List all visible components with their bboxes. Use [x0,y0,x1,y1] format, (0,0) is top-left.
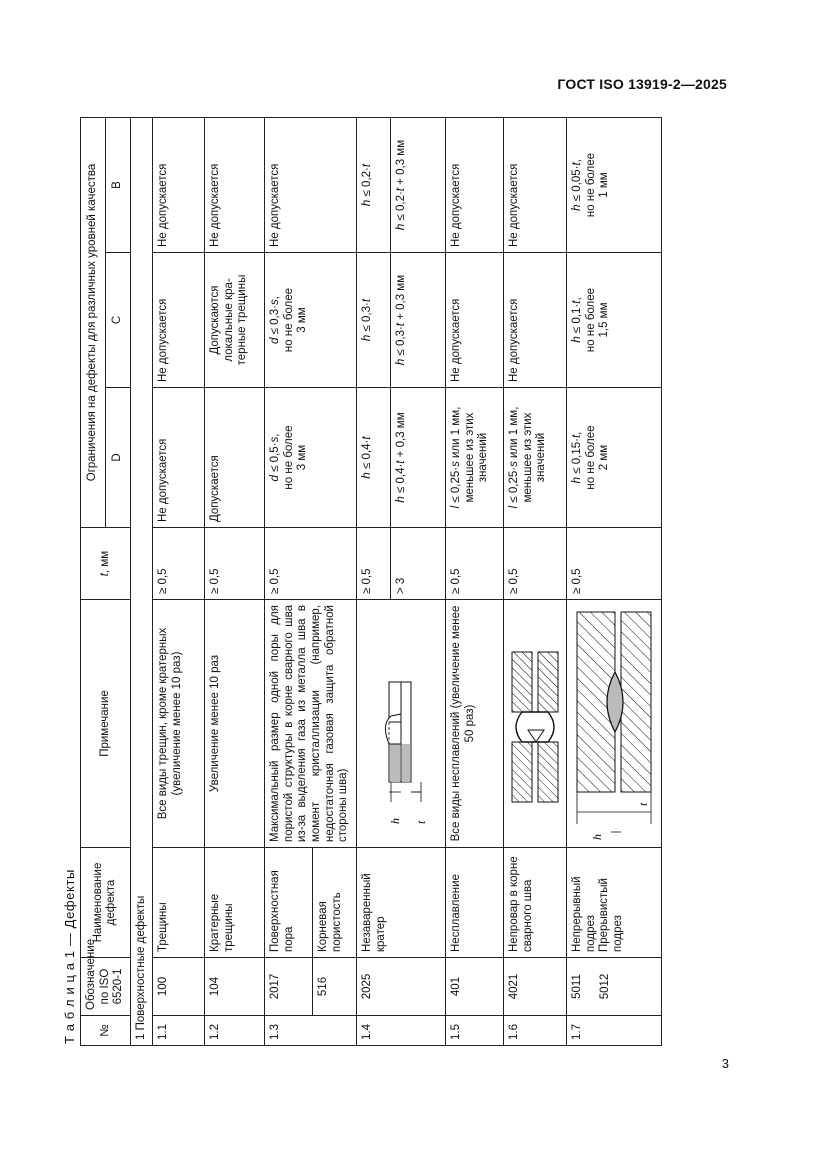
undercut-figure [571,606,657,842]
row-t: ≥ 0,5 [265,528,357,600]
label-h: h [388,818,403,824]
row-level-b: h ≤ 0,2·t [357,117,390,252]
crater-figure [361,612,441,842]
header-name: Наименование дефекта [81,848,131,958]
row-level-d: l ≤ 0,25·s или 1 мм, меньшее из этих значений [446,388,504,528]
row-code: 104 [205,958,265,1016]
row-name: Несплавление [446,848,504,958]
header-t: t, мм [81,528,131,600]
label-t: t [414,820,429,824]
row-num: 1.6 [504,1016,567,1046]
row-code-2: 5012 [598,973,611,1000]
row-num: 1.3 [265,1016,357,1046]
row-note: Все виды несплавлений (увеличение менее 50 раз) [446,600,504,848]
row-level-c: h ≤ 0,1·t, но не более 1,5 мм [567,253,662,388]
row-level-b: h ≤ 0,05·t, но не более 1 мм [567,117,662,252]
row-code-1: 5011 [571,974,584,999]
row-level-d: h ≤ 0,15·t, но не более 2 мм [567,388,662,528]
page-number: 3 [721,1056,729,1071]
row-level-c-2: h ≤ 0,3·t + 0,3 мм [390,253,446,388]
row-level-c: Не допускается [446,253,504,388]
row-name-2: Корневая пористость [313,848,357,958]
row-code: 2025 [357,958,446,1016]
label-h: h [590,834,605,840]
row-note: Все виды трещин, кроме кратерных (увеличение менее 10 раз) [153,600,205,848]
row-level-b-2: h ≤ 0,2·t + 0,3 мм [390,117,446,252]
row-level-c: Не допускается [153,253,205,388]
row-figure [357,600,446,848]
table-row [446,117,504,1045]
row-level-d-2: h ≤ 0,4·t + 0,3 мм [390,388,446,528]
row-name: Кратерные трещины [205,848,265,958]
row-t: ≥ 0,5 [446,528,504,600]
row-num: 1.1 [153,1016,205,1046]
row-level-c: Не допускается [504,253,567,388]
row-level-c: Допускаются локальные кра- терные трещины [205,253,265,388]
row-num: 1.7 [567,1016,662,1046]
section-title: 1 Поверхностные дефекты [130,117,153,1045]
rotated-table-area [60,118,670,1046]
row-t: ≥ 0,5 [205,528,265,600]
row-note: Максимальный размер одной поры для пористой структуры в корне сварного шва из-за выделения газа из металла шва в момент кристаллизации (например, недостаточная газовая защита обратной стороны шва) [265,600,357,848]
row-figure [504,600,567,848]
table-row [205,117,265,1045]
row-name [567,848,662,958]
row-level-d: h ≤ 0,4·t [357,388,390,528]
row-num: 1.2 [205,1016,265,1046]
row-level-d: Не допускается [153,388,205,528]
row-level-b: Не допускается [153,117,205,252]
row-level-b: Не допускается [446,117,504,252]
row-code [567,958,662,1016]
row-code: 401 [446,958,504,1016]
standard-code: ГОСТ ISO 13919-2—2025 [557,76,727,92]
table-caption: Т а б л и ц а 1 — Дефекты [62,869,77,1044]
row-num: 1.5 [446,1016,504,1046]
label-t: t [636,802,651,806]
root-penetration-figure [508,612,562,842]
table-row [504,117,567,1045]
header-limits: Ограничения на дефекты для различных уровней качества [81,117,106,527]
table-row [265,117,313,1045]
header-note: Примечание [81,600,131,848]
row-figure [567,600,662,848]
row-t-2: > 3 [390,528,446,600]
row-name: Трещины [153,848,205,958]
defects-table [80,117,662,1046]
header-level-d: D [105,388,130,528]
row-level-d: l ≤ 0,25·s или 1 мм, меньшее из этих значений [504,388,567,528]
row-level-b: Не допускается [265,117,357,252]
row-level-d: d ≤ 0,5·s, но не более 3 мм [265,388,357,528]
row-level-b: Не допускается [205,117,265,252]
row-name-1: Непрерывный подрез [571,876,597,952]
row-num: 1.4 [357,1016,446,1046]
table-row [567,117,662,1045]
header-level-c: C [105,253,130,388]
row-name-2: Прерывистый подрез [598,878,624,952]
row-note: Увеличение менее 10 раз [205,600,265,848]
row-t: ≥ 0,5 [567,528,662,600]
header-designation: Обозначение по ISO 6520-1 [81,958,131,1016]
table-row [153,117,205,1045]
header-num: № [81,1016,131,1046]
row-t: ≥ 0,5 [357,528,390,600]
header-level-b: B [105,117,130,252]
row-code: 4021 [504,958,567,1016]
table-row [357,117,390,1045]
row-level-d: Допускается [205,388,265,528]
row-level-c: d ≤ 0,3·s, но не более 3 мм [265,253,357,388]
row-t: ≥ 0,5 [504,528,567,600]
row-level-b: Не допускается [504,117,567,252]
row-name: Непровар в корне сварного шва [504,848,567,958]
row-t: ≥ 0,5 [153,528,205,600]
row-name: Незаваренный кратер [357,848,446,958]
row-code: 2017 [265,958,313,1016]
row-code: 100 [153,958,205,1016]
row-level-c: h ≤ 0,3·t [357,253,390,388]
row-code-2: 516 [313,958,357,1016]
row-name: Поверхностная пора [265,848,313,958]
